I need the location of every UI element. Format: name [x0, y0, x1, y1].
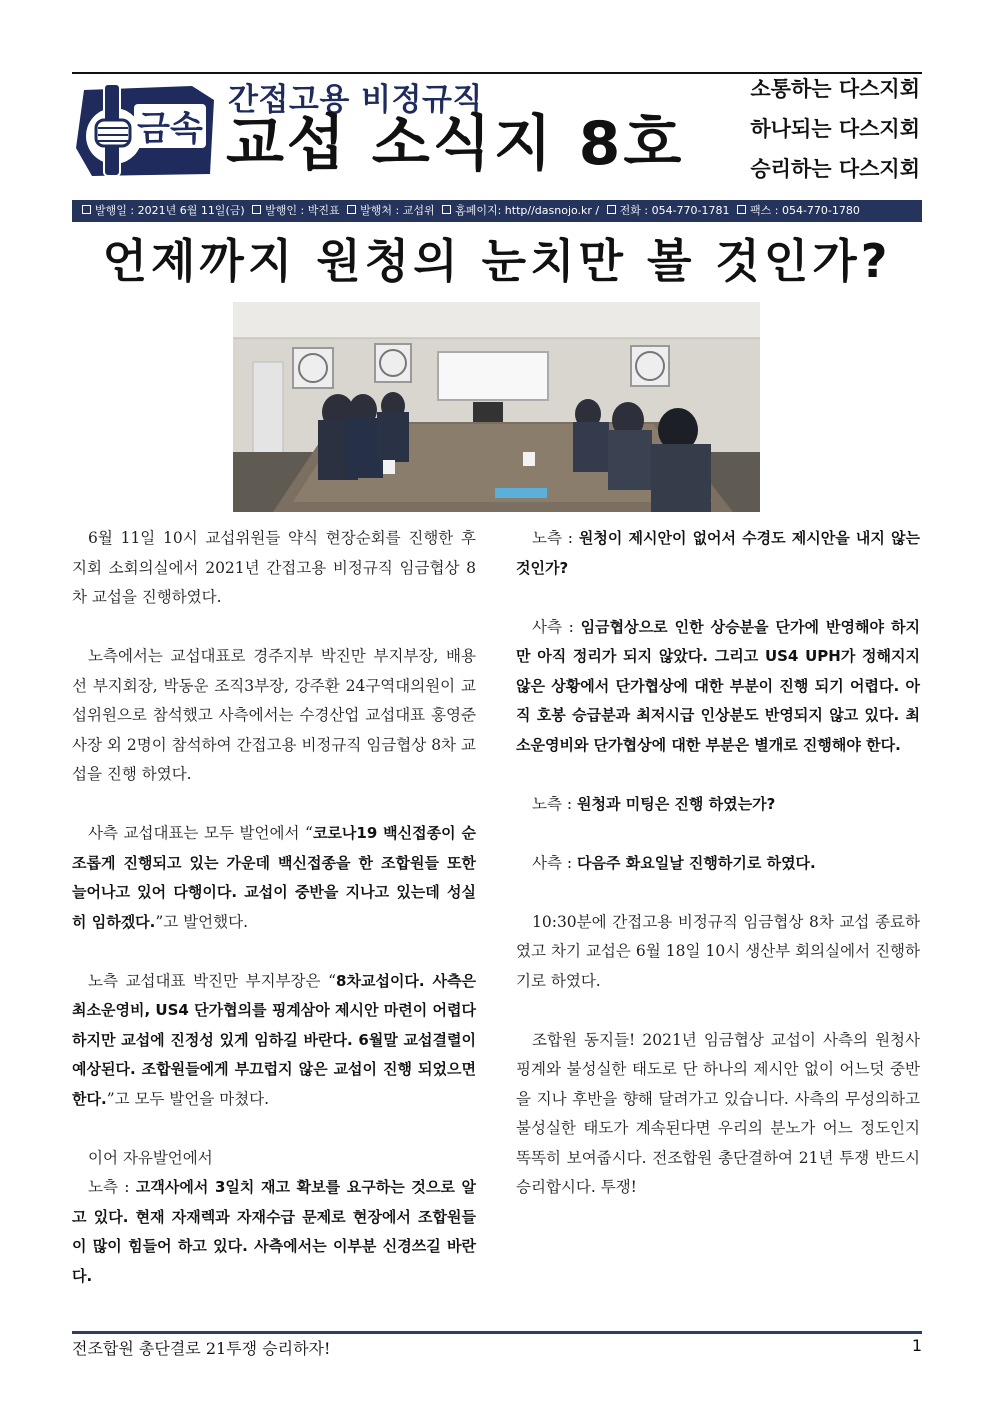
newsletter-title: 교섭 소식지 8호: [226, 109, 685, 179]
square-bullet-icon: [442, 205, 451, 214]
square-bullet-icon: [347, 205, 356, 214]
square-bullet-icon: [252, 205, 261, 214]
paragraph-company-remarks: 사측 교섭대표는 모두 발언에서 “코로나19 백신접종이 순조롭게 진행되고 있는 가운데 백신접종을 한 조합원들 또한 늘어나고 있어 다행이다. 교섭이 중반을 지나고 있는데 성실히 임하겠다.”고 발언했다.: [72, 824, 476, 931]
paragraph-appeal: 조합원 동지들! 2021년 임금협상 교섭이 사측의 원청사 핑계와 불성실한 태도로 단 하나의 제시안 없이 어느덧 중반을 지나 후반을 향해 달려가고 있습니다. 사측의 무성의하고 불성실한 태도가 계속된다면 우리의 분노가 어느 정도인지 똑똑히 보여줍시다. 전조합원 총단결하여 21년 투쟁 반드시 승리합시다. 투쟁!: [516, 1030, 920, 1196]
square-bullet-icon: [607, 205, 616, 214]
issuer: 발행처 : 교섭위: [360, 204, 435, 217]
square-bullet-icon: [737, 205, 746, 214]
square-bullet-icon: [82, 205, 91, 214]
phone-number: 전화 : 054-770-1781: [619, 204, 730, 217]
article-headline: 언제까지 원청의 눈치만 볼 것인가?: [102, 234, 892, 288]
meeting-photo: [233, 302, 760, 512]
homepage-link[interactable]: 홈페이지: http//dasnojo.kr /: [455, 204, 600, 217]
slogan-list: [748, 76, 920, 196]
publisher: 발행인 : 박진표: [265, 204, 340, 217]
fist-hammer-logo-icon: [74, 78, 220, 182]
paragraph-union-question-1: 노측 : 원청이 제시안이 없어서 수경도 제시안을 내지 않는 것인가?: [516, 529, 920, 577]
paragraph-union-remarks: 노측 교섭대표 박진만 부지부장은 “8차교섭이다. 사측은 최소운영비, US4 단가협의를 핑계삼아 제시안 마련이 어렵다 하지만 교섭에 진정성 있게 임하길 바란다. 6월말 교섭결렬이 예상된다. 조합원들에게 부끄럽지 않은 교섭이 진행 되었으면 한다.”고 모두 발언을 마쳤다.: [72, 971, 477, 1108]
paragraph-company-answer-2: 사측 : 다음주 화요일날 진행하기로 하였다.: [532, 853, 816, 872]
page-number: 1: [911, 1336, 922, 1355]
top-rule: [72, 72, 922, 74]
publish-date: 발행일 : 2021년 6월 11일(금): [95, 204, 245, 217]
slogan-item: 소통하는 다스지회: [750, 77, 920, 101]
paragraph-free-speech-intro: 이어 자유발언에서: [88, 1148, 213, 1167]
logo-text: 금속: [137, 109, 203, 149]
slogan-item: 승리하는 다스지회: [750, 157, 920, 181]
paragraph-intro: 6월 11일 10시 교섭위원들 약식 현장순회를 진행한 후 지회 소회의실에서 2021년 간접고용 비정규직 임금협상 8차 교섭을 진행하였다.: [72, 529, 476, 606]
paragraph-union-statement: 노측 : 고객사에서 3일치 재고 확보를 요구하는 것으로 알고 있다. 현재 자재렉과 자재수급 문제로 현장에서 조합원들이 많이 힘들어 하고 있다. 사측에서는 이부분 신경쓰길 바란다.: [72, 1178, 476, 1285]
newsletter-subtitle: 간접고용 비정규직: [228, 82, 483, 118]
paragraph-closing: 10:30분에 간접고용 비정규직 임금협상 8차 교섭 종료하였고 차기 교섭은 6월 18일 10시 생산부 회의실에서 진행하기로 하였다.: [516, 912, 920, 990]
footer-slogan: 전조합원 총단결로 21투쟁 승리하자!: [72, 1339, 331, 1358]
paragraph-attendees: 노측에서는 교섭대표로 경주지부 박진만 부지부장, 배용선 부지회장, 박동운 조직3부장, 강주환 24구역대의원이 교섭위원으로 참석했고 사측에서는 수경산업 교섭대표 홍영준 사장 외 2명이 참석하여 간접고용 비정규직 임금협상 8차 교섭을 진행 하였다.: [72, 647, 476, 783]
footer-rule: [72, 1331, 922, 1334]
paragraph-union-question-2: 노측 : 원청과 미팅은 진행 하였는가?: [532, 794, 776, 813]
slogan-item: 하나되는 다스지회: [750, 117, 920, 141]
union-logo: [74, 78, 220, 182]
article-right-column: [516, 524, 920, 1203]
publication-info-bar: [72, 200, 922, 222]
fax-number: 팩스 : 054-770-1780: [750, 204, 860, 217]
paragraph-company-answer-1: 사측 : 임금협상으로 인한 상승분을 단가에 반영해야 하지만 아직 정리가 되지 않았다. 그리고 US4 UPH가 정해지지 않은 상황에서 단가협상에 대한 부분이 진행 되기 어렵다. 아직 호봉 승급분과 최저시급 인상분도 반영되지 않고 있다. 최소운영비와 단가협상에 대한 부분은 별개로 진행해야 한다.: [516, 617, 921, 754]
article-left-column: [72, 524, 476, 1291]
